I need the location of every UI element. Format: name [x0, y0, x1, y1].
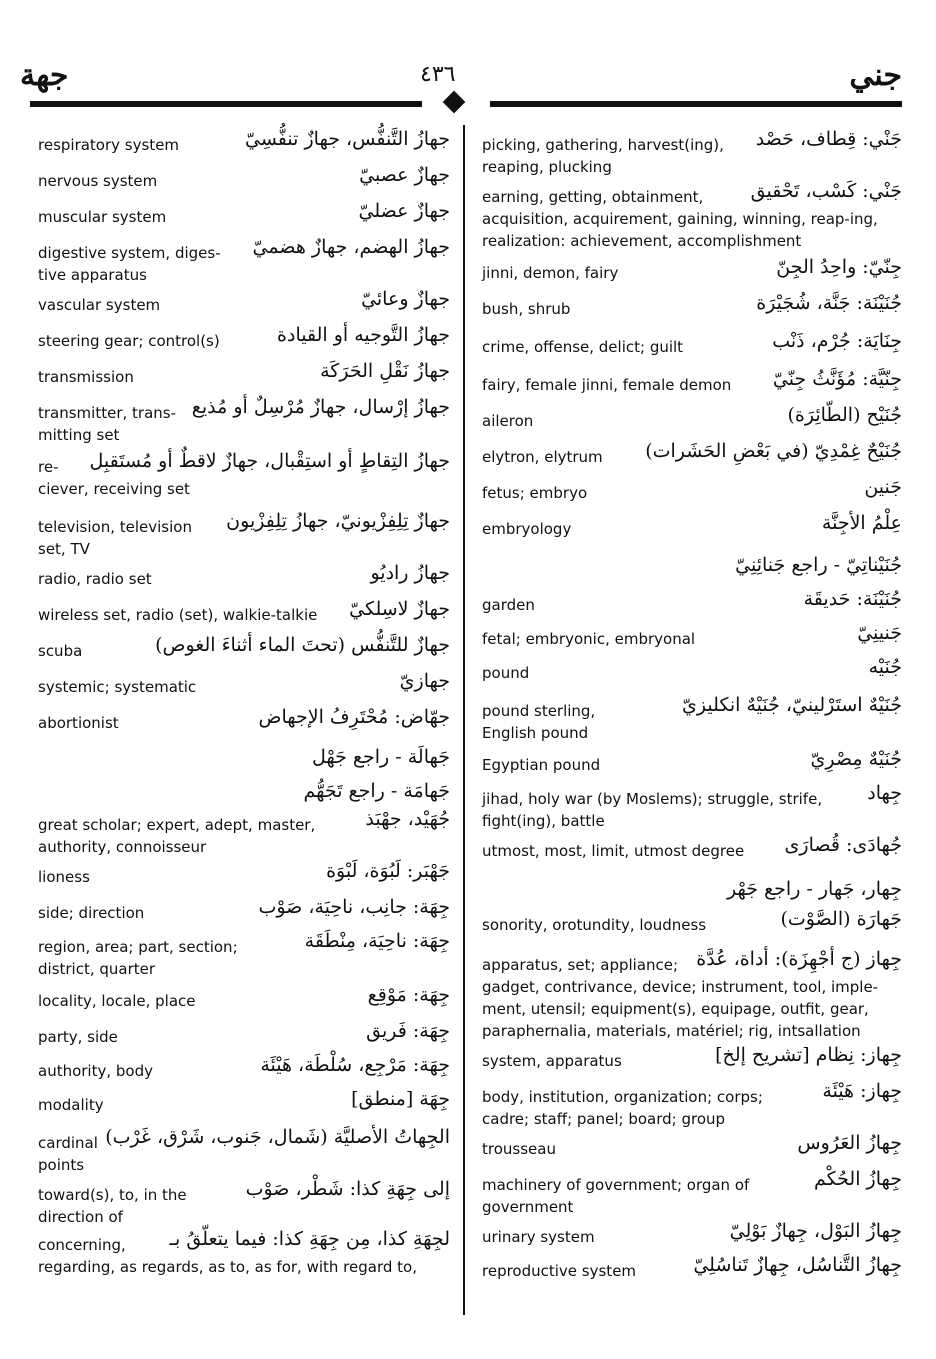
- arabic-headword: جَنْي: كَسْب، تَحْقيق: [750, 180, 902, 202]
- dictionary-entry: [38, 808, 450, 858]
- gloss-line: jinni, demon, fairy: [482, 264, 619, 282]
- dictionary-entry: [38, 706, 450, 734]
- dictionary-entry: [482, 1168, 902, 1218]
- arabic-headword: لجِهَةِ كذا، مِن جِهَةِ كذا: فيما يتعلّقُ بـ: [169, 1228, 450, 1250]
- dictionary-entry: [38, 1126, 450, 1176]
- dictionary-entry: [38, 1020, 450, 1048]
- arabic-headword: جِهَة: مَرْجِع، سُلْطَة، هَيْئَة: [260, 1054, 450, 1076]
- arabic-headword: جِهَة: فَريق: [366, 1020, 450, 1042]
- dictionary-entry: [38, 860, 450, 888]
- header-rule-left: [30, 101, 422, 107]
- gloss-line: pound: [482, 664, 530, 682]
- arabic-headword: جِهازُ التَّناسُل، جِهازٌ تَناسُلِيّ: [693, 1254, 902, 1276]
- gloss-line: system, apparatus: [482, 1052, 622, 1070]
- gloss-continuation: gadget, contrivance, device; instrument, tool, imple-ment, utensil; equipment(s), equipage, outfit, gear, paraphernalia, materials, matériel; rig, intsallation: [482, 978, 879, 1040]
- arabic-headword: جهازٌ عصبيّ: [359, 164, 450, 186]
- dictionary-entry: [482, 1044, 902, 1072]
- gloss-line: machinery of government; organ of: [482, 1176, 750, 1194]
- arabic-headword: جُهادَى: قُصارَى: [784, 834, 902, 856]
- gloss-line: scuba: [38, 642, 83, 660]
- dictionary-entry: [38, 360, 450, 388]
- gloss-continuation: cadre; staff; panel; board; group: [482, 1110, 726, 1128]
- dictionary-entry: [482, 404, 902, 432]
- dictionary-entry: [482, 656, 902, 684]
- arabic-headword: جِهَة: جانِب، ناحِيَة، صَوْب: [258, 896, 450, 918]
- arabic-headword: جُنَيْهٌ استَرْلينيّ، جُنَيْهٌ انكليزيّ: [682, 694, 902, 716]
- gloss-line: Egyptian pound: [482, 756, 601, 774]
- dictionary-entry: [482, 330, 902, 358]
- gloss-line: wireless set, radio (set), walkie-talkie: [38, 606, 318, 624]
- arabic-headword: جهازٌ وعائيّ: [361, 288, 450, 310]
- arabic-headword: جِهَة: مَوْقِع: [367, 984, 450, 1006]
- gloss-line: transmitter, trans-: [38, 404, 177, 422]
- gloss-line: fetus; embryo: [482, 484, 588, 502]
- gloss-line: crime, offense, delict; guilt: [482, 338, 684, 356]
- dictionary-entry: [38, 984, 450, 1012]
- english-gloss: [38, 676, 450, 698]
- dictionary-entry: [38, 510, 450, 560]
- dictionary-entry: [38, 1178, 450, 1228]
- arabic-headword: جهازٌ للتَّنفُّس (تحتَ الماء أثناءَ الغوص): [155, 634, 450, 656]
- arabic-headword: إلى جِهَةِ كذا: شَطْر، صَوْب: [245, 1178, 450, 1200]
- gloss-line: jihad, holy war (by Moslems); struggle, strife,: [482, 790, 823, 808]
- gloss-line: respiratory system: [38, 136, 180, 154]
- dictionary-entry: [38, 200, 450, 228]
- gloss-line: region, area; part, section;: [38, 938, 238, 956]
- dictionary-entry: [38, 1054, 450, 1082]
- gloss-line: nervous system: [38, 172, 158, 190]
- arabic-headword: جِهاز: نِظام [تشريح إلخ]: [715, 1044, 902, 1066]
- dictionary-entry: [38, 164, 450, 192]
- gloss-line: party, side: [38, 1028, 118, 1046]
- gloss-continuation: tive apparatus: [38, 266, 147, 284]
- gloss-continuation: government: [482, 1198, 574, 1216]
- arabic-headword: جهازُ الهضم، جهازٌ هضميّ: [252, 236, 450, 258]
- arabic-headword: جِهاد: [867, 782, 902, 804]
- gloss-line: muscular system: [38, 208, 167, 226]
- gloss-line: vascular system: [38, 296, 161, 314]
- arabic-headword: جهازٌ عضليّ: [358, 200, 450, 222]
- gloss-continuation: acquisition, acquirement, gaining, winning, reap-ing, realization: achievement, accomplishment: [482, 210, 878, 250]
- arabic-headword: جُنَيْنَة: حَديقَة: [803, 588, 902, 610]
- gloss-continuation: ciever, receiving set: [38, 480, 190, 498]
- running-head-left: جهة: [20, 58, 69, 93]
- dictionary-entry: [482, 256, 902, 284]
- cross-reference: جَهالَة - راجع جَهْل: [311, 746, 450, 768]
- gloss-continuation: fight(ing), battle: [482, 812, 605, 830]
- gloss-line: bush, shrub: [482, 300, 571, 318]
- dictionary-entry: [38, 288, 450, 316]
- english-gloss: [482, 482, 902, 504]
- gloss-continuation: English pound: [482, 724, 589, 742]
- gloss-line: modality: [38, 1096, 104, 1114]
- arabic-headword: جَهارَة (الصَّوْت): [780, 908, 902, 930]
- gloss-line: cardinal: [38, 1134, 98, 1152]
- gloss-continuation: authority, connoisseur: [38, 838, 207, 856]
- gloss-line: embryology: [482, 520, 572, 538]
- gloss-continuation: points: [38, 1156, 85, 1174]
- dictionary-entry: [482, 748, 902, 776]
- arabic-headword: جَنينِيّ: [857, 622, 902, 644]
- arabic-headword: جِهَة [منطق]: [351, 1088, 450, 1110]
- dictionary-entry: [482, 622, 902, 650]
- cross-reference: جَهامَة - راجع تَجَهُّم: [303, 780, 450, 802]
- dictionary-entry: [482, 834, 902, 862]
- gloss-line: systemic; systematic: [38, 678, 197, 696]
- arabic-headword: جِهازُ البَوْل، جِهازٌ بَوْلِيّ: [729, 1220, 902, 1242]
- gloss-line: urinary system: [482, 1228, 595, 1246]
- running-head-right: جني: [849, 58, 902, 93]
- arabic-headword: جُهَيْد، جهْبَذ: [365, 808, 450, 830]
- cross-reference: جُنَيْناتِيّ - راجع جَنائِنِيّ: [735, 554, 902, 576]
- dictionary-entry: [482, 1132, 902, 1160]
- dictionary-entry: [482, 1220, 902, 1248]
- header-diamond-ornament: [443, 91, 466, 114]
- dictionary-entry: [482, 782, 902, 832]
- dictionary-entry: [38, 598, 450, 626]
- english-gloss: [482, 662, 902, 684]
- gloss-line: sonority, orotundity, loudness: [482, 916, 707, 934]
- gloss-line: picking, gathering, harvest(ing),: [482, 136, 724, 154]
- arabic-headword: جِنّيّ: واحِدُ الجِنّ: [776, 256, 902, 278]
- gloss-continuation: direction of: [38, 1208, 123, 1226]
- dictionary-entry: [38, 396, 450, 446]
- arabic-headword: جهازُ التَّوجيه أو القيادة: [277, 324, 450, 346]
- dictionary-entry: [38, 634, 450, 662]
- gloss-line: aileron: [482, 412, 534, 430]
- arabic-headword: جَنين: [864, 476, 902, 498]
- gloss-line: steering gear; control(s): [38, 332, 220, 350]
- dictionary-entry: [38, 562, 450, 590]
- arabic-headword: جهازُ التَّنفُّس، جهازٌ تنفُّسِيّ: [245, 128, 450, 150]
- arabic-headword: جُنَيْهٌ مِصْرِيّ: [810, 748, 902, 770]
- arabic-headword: جهازيّ: [399, 670, 450, 692]
- dictionary-entry: [482, 128, 902, 178]
- gloss-line: great scholar; expert, adept, master,: [38, 816, 316, 834]
- gloss-continuation: reaping, plucking: [482, 158, 612, 176]
- dictionary-entry: [38, 1088, 450, 1116]
- arabic-headword: الجِهاتُ الأصليَّة (شَمال، جَنوب، شَرْق، غَرْب): [105, 1126, 450, 1148]
- dictionary-entry: [482, 694, 902, 744]
- gloss-line: locality, locale, place: [38, 992, 196, 1010]
- dictionary-entry: [38, 670, 450, 698]
- arabic-headword: جَنْي: قِطاف، حَصْد: [755, 128, 902, 150]
- cross-reference: جِهار، جَهار - راجع جَهْر: [727, 878, 902, 900]
- dictionary-entry: [38, 930, 450, 980]
- gloss-line: digestive system, diges-: [38, 244, 221, 262]
- gloss-line: transmission: [38, 368, 134, 386]
- arabic-headword: جهّاض: مُحْتَرِفُ الإجهاض: [258, 706, 450, 728]
- dictionary-entry: [482, 292, 902, 320]
- arabic-headword: جِهازُ العَرُوس: [797, 1132, 902, 1154]
- english-gloss: [482, 628, 902, 650]
- dictionary-entry: [482, 1080, 902, 1130]
- arabic-headword: جِهَة: ناحِيَة، مِنْطَقَة: [304, 930, 450, 952]
- dictionary-entry: [38, 236, 450, 286]
- dictionary-entry: [482, 476, 902, 504]
- gloss-line: fetal; embryonic, embryonal: [482, 630, 696, 648]
- gloss-line: garden: [482, 596, 535, 614]
- header-rule-right: [490, 101, 902, 107]
- arabic-headword: جُنَيْه: [868, 656, 902, 678]
- arabic-headword: جهازُ نَقْلِ الحَرَكَة: [320, 360, 450, 382]
- page-number: ٤٣٦: [420, 62, 456, 87]
- arabic-headword: جَهْبَر: لَبُوَة، لَبْوَة: [326, 860, 450, 882]
- dictionary-entry: [38, 128, 450, 156]
- gloss-line: lioness: [38, 868, 90, 886]
- gloss-line: elytron, elytrum: [482, 448, 603, 466]
- gloss-line: television, television: [38, 518, 192, 536]
- gloss-line: reproductive system: [482, 1262, 637, 1280]
- arabic-headword: جهازُ راديُو: [370, 562, 450, 584]
- dictionary-entry: [482, 948, 902, 1042]
- arabic-headword: جِنّيَّة: مُؤَنَّثُ جِنّيّ: [772, 368, 902, 390]
- dictionary-entry: [38, 1228, 450, 1278]
- gloss-line: body, institution, organization; corps;: [482, 1088, 763, 1106]
- dictionary-entry: [482, 588, 902, 616]
- gloss-line: pound sterling,: [482, 702, 596, 720]
- dictionary-entry: [482, 1254, 902, 1282]
- arabic-headword: جهازٌ تِلِفِزْيونيّ، جهازُ تِلِفِزْيون: [226, 510, 450, 532]
- gloss-line: utmost, most, limit, utmost degree: [482, 842, 745, 860]
- arabic-headword: جِهازُ الحُكْم: [814, 1168, 902, 1190]
- gloss-line: abortionist: [38, 714, 119, 732]
- arabic-headword: عِلْمُ الأجِنَّة: [821, 512, 902, 534]
- arabic-headword: جِهاز (ج أجْهِزَة): أداة، عُدَّة: [696, 948, 902, 970]
- gloss-line: trousseau: [482, 1140, 556, 1158]
- dictionary-entry: [482, 512, 902, 540]
- dictionary-entry: [38, 324, 450, 352]
- gloss-line: re-: [38, 458, 59, 476]
- gloss-line: concerning,: [38, 1236, 126, 1254]
- gloss-line: side; direction: [38, 904, 145, 922]
- dictionary-entry: [38, 896, 450, 924]
- column-divider: [463, 125, 465, 1315]
- arabic-headword: جِنَايَة: جُرْم، ذَنْب: [772, 330, 902, 352]
- gloss-line: fairy, female jinni, female demon: [482, 376, 732, 394]
- gloss-continuation: mitting set: [38, 426, 120, 444]
- dictionary-entry: [38, 450, 450, 500]
- gloss-line: authority, body: [38, 1062, 153, 1080]
- dictionary-entry: [482, 368, 902, 396]
- dictionary-entry: [482, 908, 902, 936]
- arabic-headword: جُنَيْحٌ غِمْدِيّ (في بَعْضِ الحَشَرات): [645, 440, 902, 462]
- gloss-line: apparatus, set; appliance;: [482, 956, 679, 974]
- arabic-headword: جهازُ التِقاطٍ أو استِقْبال، جهازٌ لاقطٌ أو مُستَقبِل: [89, 450, 450, 472]
- gloss-continuation: district, quarter: [38, 960, 156, 978]
- arabic-headword: جِهاز: هَيْئَة: [822, 1080, 902, 1102]
- gloss-line: radio, radio set: [38, 570, 152, 588]
- arabic-headword: جهازٌ لاسِلكيّ: [349, 598, 450, 620]
- arabic-headword: جهازُ إرْسال، جهازٌ مُرْسِلٌ أو مُذيع: [191, 396, 450, 418]
- dictionary-entry: [482, 440, 902, 468]
- gloss-line: toward(s), to, in the: [38, 1186, 187, 1204]
- arabic-headword: جُنَيْح (الطّائِرَة): [787, 404, 902, 426]
- dictionary-entry: [482, 180, 902, 252]
- english-gloss: [482, 788, 902, 832]
- gloss-continuation: set, TV: [38, 540, 90, 558]
- gloss-continuation: regarding, as regards, as to, as for, with regard to,: [38, 1258, 417, 1276]
- gloss-line: earning, getting, obtainment,: [482, 188, 704, 206]
- arabic-headword: جُنَيْنَة: جَنَّة، شُجَيْرَة: [756, 292, 902, 314]
